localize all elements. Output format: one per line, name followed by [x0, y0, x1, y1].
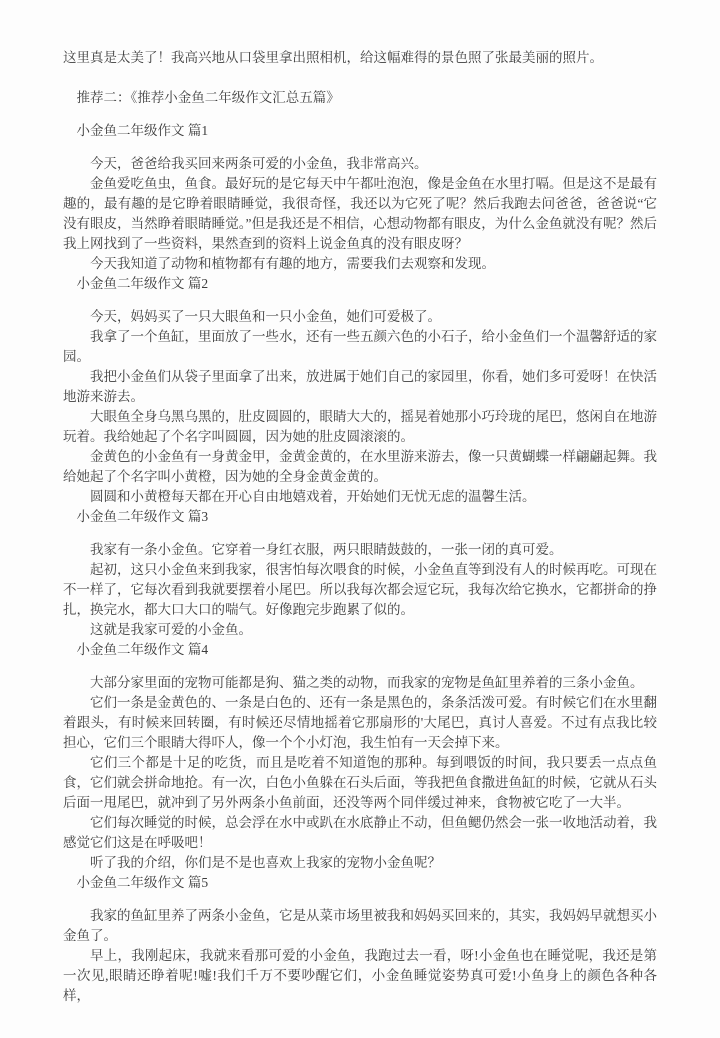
essay-heading: 小金鱼二年级作文 篇5 — [76, 875, 209, 890]
paragraph: 圆圆和小黄橙每天都在开心自由地嬉戏着，开始她们无忧无虑的温馨生活。 — [90, 489, 536, 504]
paragraph: 大部分家里面的宠物可能都是狗、猫之类的动物，而我家的宠物是鱼缸里养着的三条小金鱼。 — [90, 675, 644, 690]
paragraph: 这就是我家可爱的小金鱼。 — [90, 622, 252, 637]
paragraph: 今天，妈妈买了一只大眼鱼和一只小金鱼，她们可爱极了。 — [90, 309, 441, 324]
paragraph: 它们每次睡觉的时候，总会浮在水中或趴在水底静止不动，但鱼鳃仍然会一张一收地活动着，我感觉它们这是在呼吸吧！ — [63, 815, 657, 850]
paragraph: 今天我知道了动物和植物都有有趣的地方，需要我们去观察和发现。 — [90, 256, 495, 271]
essay-heading: 小金鱼二年级作文 篇1 — [76, 123, 209, 138]
paragraph: 听了我的介绍，你们是不是也喜欢上我家的宠物小金鱼呢？ — [90, 855, 441, 870]
paragraph: 金黄色的小金鱼有一身黄金甲，金黄金黄的，在水里游来游去，像一只黄蝴蝶一样翩翩起舞。我给她起了个名字叫小黄橙，因为她的全身金黄金黄的。 — [63, 449, 657, 484]
document-body — [63, 48, 657, 1006]
paragraph: 今天，爸爸给我买回来两条可爱的小金鱼，我非常高兴。 — [90, 156, 428, 171]
paragraph: 我家有一条小金鱼。它穿着一身红衣服，两只眼睛鼓鼓的，一张一闭的真可爱。 — [90, 542, 563, 557]
essay-heading: 小金鱼二年级作文 篇3 — [76, 509, 209, 524]
paragraph: 金鱼爱吃鱼虫，鱼食。最好玩的是它每天中午都吐泡泡，像是金鱼在水里打嗝。但是这不是最有趣的，最有趣的是它睁着眼睛睡觉，我很奇怪，我还以为它死了呢？然后我跑去问爸爸，爸爸说“它没有眼皮，当然睁着眼睛睡觉。”但是我还是不相信，心想动物都有眼皮，为什么金鱼就没有呢？然后我上网找到了一些资料，果然查到的资料上说金鱼真的没有眼皮呀？ — [63, 176, 657, 251]
paragraph: 它们三个都是十足的吃货，而且是吃着不知道饱的那种。每到喂饭的时间，我只要丢一点点鱼食，它们就会拼命地抢。有一次，白色小鱼躲在石头后面，等我把鱼食撒进鱼缸的时候，它就从石头后面一甩尾巴，就冲到了另外两条小鱼前面，还没等两个同伴缓过神来，食物被它吃了一大半。 — [63, 755, 657, 810]
paragraph: 我家的鱼缸里养了两条小金鱼，它是从菜市场里被我和妈妈买回来的，其实，我妈妈早就想买小金鱼了。 — [63, 908, 657, 943]
paragraph: 我拿了一个鱼缸，里面放了一些水，还有一些五颜六色的小石子，给小金鱼们一个温馨舒适的家园。 — [63, 329, 657, 364]
essay-heading: 小金鱼二年级作文 篇4 — [76, 642, 209, 657]
paragraph: 我把小金鱼们从袋子里面拿了出来，放进属于她们自己的家园里，你看，她们多可爱呀！在快活地游来游去。 — [63, 369, 657, 404]
paragraph: 推荐二：《推荐小金鱼二年级作文汇总五篇》 — [76, 90, 340, 105]
paragraph: 早上，我刚起床，我就来看那可爱的小金鱼，我跑过去一看，呀!小金鱼也在睡觉呢，我还是第一次见,眼睛还睁着呢!嘘!我们千万不要吵醒它们，小金鱼睡觉姿势真可爱!小鱼身上的颜色各种各样， — [63, 948, 657, 1003]
paragraph: 这里真是太美了！我高兴地从口袋里拿出照相机，给这幅难得的景色照了张最美丽的照片。 — [63, 50, 603, 65]
essay-heading: 小金鱼二年级作文 篇2 — [76, 276, 209, 291]
paragraph: 大眼鱼全身乌黑乌黑的，肚皮圆圆的，眼睛大大的，摇晃着她那小巧玲珑的尾巴，悠闲自在地游玩着。我给她起了个名字叫圆圆，因为她的肚皮圆滚滚的。 — [63, 409, 657, 444]
paragraph: 它们一条是金黄色的、一条是白色的、还有一条是黑色的，条条活泼可爱。有时候它们在水里翻着跟头，有时候来回转圈，有时候还尽情地摇着它那扇形的'大尾巴，真讨人喜爱。不过有点我比较担心，它们三个眼睛大得吓人，像一个个小灯泡，我生怕有一天会掉下来。 — [63, 695, 657, 750]
paragraph: 起初，这只小金鱼来到我家，很害怕每次喂食的时候，小金鱼直等到没有人的时候再吃。可现在不一样了，它每次看到我就要摆着小尾巴。所以我每次都会逗它玩，我每次给它换水，它都拼命的挣扎，换完水，都大口大口的喘气。好像跑完步跑累了似的。 — [63, 562, 657, 617]
